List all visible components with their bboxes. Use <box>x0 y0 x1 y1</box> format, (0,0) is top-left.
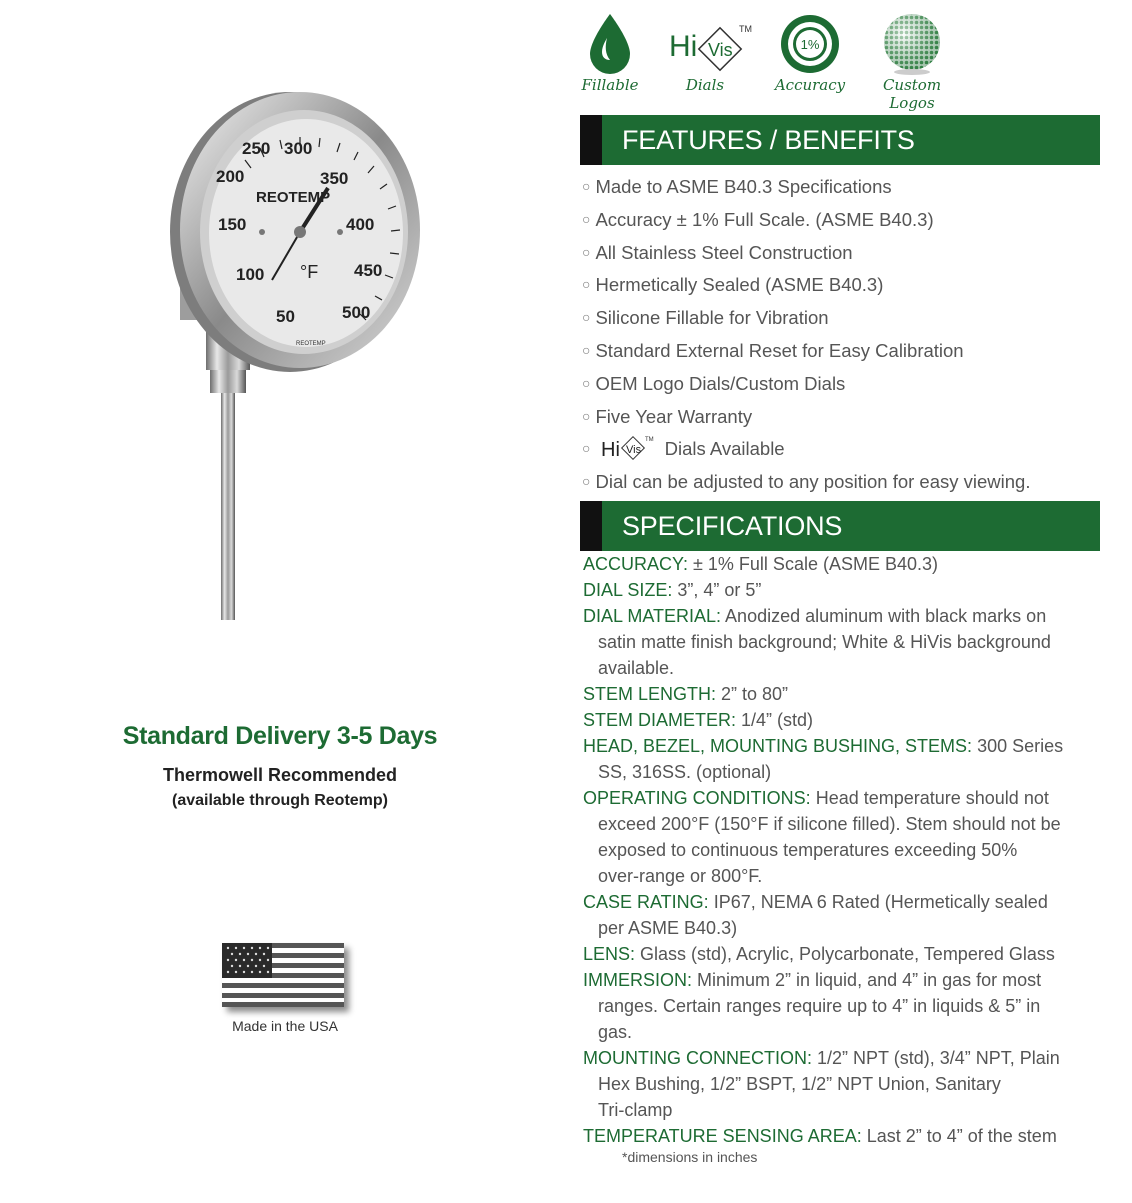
bullet-icon: ○ <box>582 407 591 424</box>
feature-item: ○ Made to ASME B40.3 Specifications <box>582 176 892 197</box>
thermometer-image <box>150 80 450 640</box>
spec-item: HEAD, BEZEL, MOUNTING BUSHING, STEMS: 300 Series SS, 316SS. (optional) <box>583 736 1064 782</box>
icon-fillable <box>560 10 660 105</box>
delivery-note: (available through Reotemp) <box>171 792 389 809</box>
hivis-logo-icon <box>657 10 753 76</box>
feature-item: ○ Hermetically Sealed (ASME B40.3) <box>582 274 884 296</box>
drop-icon <box>580 10 640 76</box>
bullet-icon: ○ <box>582 440 591 457</box>
gauge-footer-left: REOTEMP <box>296 341 326 347</box>
icon-label-fillable: Fillable <box>581 76 639 94</box>
bullet-icon: ○ <box>582 276 591 293</box>
spec-item: STEM LENGTH: 2” to 80” <box>583 684 789 704</box>
feature-item: ○ OEM Logo Dials/Custom Dials <box>582 372 846 394</box>
gauge-unit: °F <box>300 262 319 282</box>
globe-icon <box>879 10 945 76</box>
spec-item: IMMERSION: Minimum 2” in liquid, and 4” in gas for most ranges. Certain ranges require up to 4” in liquids & 5” in gas. <box>583 970 1042 1042</box>
svg-text:Hi: Hi <box>669 30 698 63</box>
bullet-icon: ○ <box>582 341 591 358</box>
gauge-number: 200 <box>216 167 245 186</box>
gauge-number: 450 <box>354 261 383 280</box>
spec-item: TEMPERATURE SENSING AREA: Last 2” to 4” of the stem <box>583 1126 1057 1146</box>
icon-accuracy <box>760 10 860 105</box>
header-accent-bar <box>580 501 602 551</box>
svg-text:TM: TM <box>739 24 752 34</box>
spec-item: LENS: Glass (std), Acrylic, Polycarbonate, Tempered Glass <box>583 944 1055 964</box>
gauge-number: 100 <box>236 265 265 284</box>
svg-text:TM: TM <box>644 437 654 444</box>
icon-label-accuracy: Accuracy <box>774 76 846 94</box>
specifications-header <box>580 501 1100 551</box>
svg-text:1%: 1% <box>800 37 820 52</box>
spec-item: DIAL SIZE: 3”, 4” or 5” <box>583 580 762 600</box>
bullet-icon: ○ <box>582 243 591 260</box>
specifications-list <box>583 551 1103 1149</box>
flag-caption: Made in the USA <box>232 1018 338 1034</box>
bullet-icon: ○ <box>582 309 591 326</box>
icon-custom-logos <box>862 10 962 112</box>
gauge-number: 250 <box>242 139 271 158</box>
bullet-icon: ○ <box>582 374 591 391</box>
feature-item: ○ Silicone Fillable for Vibration <box>582 307 829 329</box>
icon-hivis <box>655 10 755 105</box>
bullet-icon: ○ <box>582 178 591 194</box>
features-title: FEATURES / BENEFITS <box>622 125 915 155</box>
feature-item: ○ All Stainless Steel Construction <box>582 241 853 263</box>
feature-item: ○ Accuracy ± 1% Full Scale. (ASME B40.3) <box>582 208 934 230</box>
accuracy-target-icon <box>777 10 843 76</box>
header-accent-bar <box>580 115 602 165</box>
dimensions-footnote: *dimensions in inches <box>622 1149 758 1165</box>
feature-item: ○ Five Year Warranty <box>582 405 753 427</box>
svg-text:Hi: Hi <box>600 439 620 462</box>
spec-item: DIAL MATERIAL: Anodized aluminum with black marks on satin matte finish background; White & HiVis background available. <box>583 606 1051 678</box>
gauge-number: 300 <box>284 139 313 158</box>
gauge-number: 150 <box>218 215 247 234</box>
spec-item: STEM DIAMETER: 1/4” (std) <box>583 710 814 730</box>
icon-label-dials: Dials <box>685 76 725 94</box>
icon-label-custom-logos: Custom Logos <box>882 76 942 112</box>
feature-item: ○ Dial can be adjusted to any position for easy viewing. <box>582 471 1031 493</box>
delivery-title: Standard Delivery 3-5 Days <box>122 722 438 750</box>
svg-text:Vis: Vis <box>625 444 641 457</box>
feature-item: ○ Standard External Reset for Easy Calibration <box>582 339 964 361</box>
svg-text:Vis: Vis <box>708 40 733 60</box>
specifications-title: SPECIFICATIONS <box>622 511 843 541</box>
delivery-subtitle: Thermowell Recommended <box>162 765 398 785</box>
gauge-brand: REOTEMP <box>256 189 331 206</box>
hivis-inline-logo-icon <box>601 434 661 462</box>
features-list <box>582 173 1030 501</box>
bullet-icon: ○ <box>582 210 591 227</box>
feature-item: ○ Hi Vis TM Dials Available <box>582 435 1030 468</box>
gauge-number: 350 <box>320 169 349 188</box>
spec-item: MOUNTING CONNECTION: 1/2” NPT (std), 3/4” NPT, Plain Hex Bushing, 1/2” BSPT, 1/2” NPT Union, Sanitary Tri-clamp <box>583 1048 1060 1120</box>
gauge-number: 400 <box>346 215 375 234</box>
gauge-number: 500 <box>342 303 371 322</box>
bullet-icon: ○ <box>582 473 591 490</box>
spec-item: ACCURACY: ± 1% Full Scale (ASME B40.3) <box>583 554 939 574</box>
spec-item: CASE RATING: IP67, NEMA 6 Rated (Hermetically sealed per ASME B40.3) <box>583 892 1048 938</box>
gauge-number: 50 <box>276 307 295 326</box>
features-header <box>580 115 1100 165</box>
us-flag-image <box>222 943 344 1007</box>
spec-item: OPERATING CONDITIONS: Head temperature should not exceed 200°F (150°F if silicone filled). Stem should not be exposed to continuous temperatures exceeding 50% over-range or 800°F. <box>583 788 1061 886</box>
